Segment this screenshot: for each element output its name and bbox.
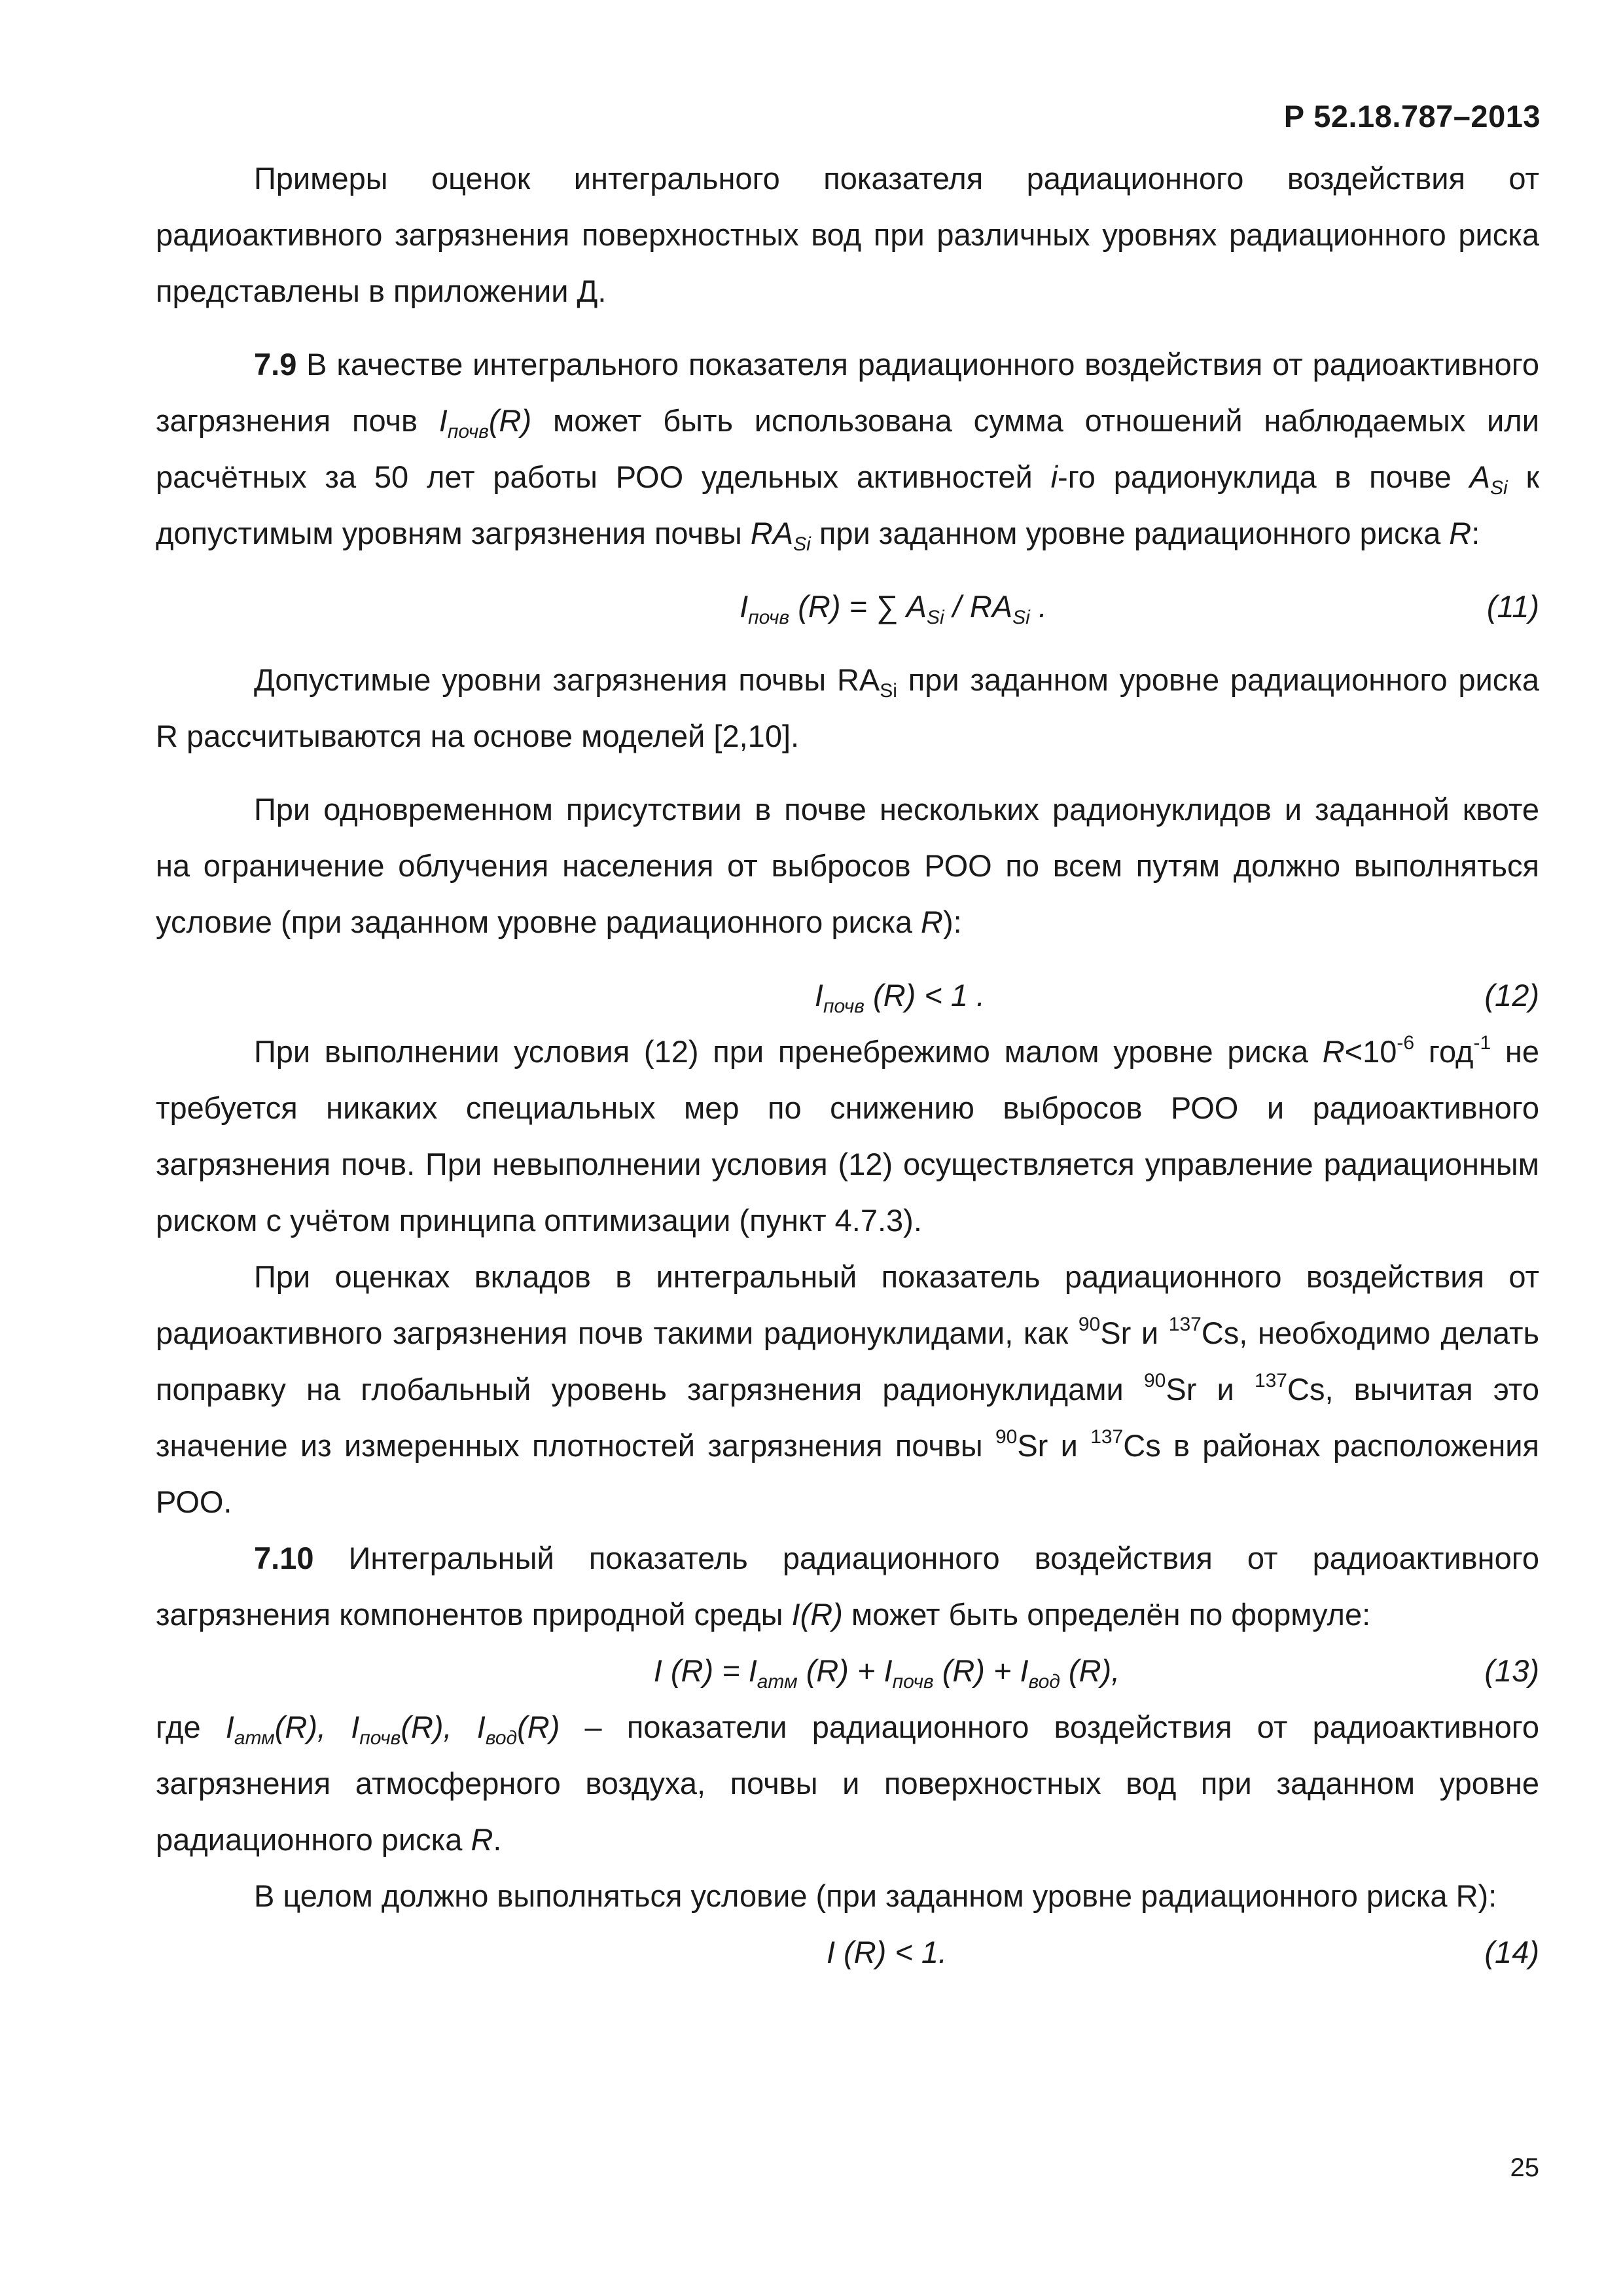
paragraph-condition-12: При выполнении условия (12) при пренебрежимо малом уровне риска $R<10^{-6}$ год$^{-1}$ не требуется никаких специальных мер по снижению выбросов РОО и радиоактивного загрязнения почв. При невыполнении условия (12) осуществляется управление радиационным риском с учётом принципа оптимизации (пункт 4.7.3). [156, 1032, 1540, 1238]
paragraph-where-definitions: где $I_{атм}(R)$, $I_{почв}(R)$, $I_{вод}(R)$ – показатели радиационного воздействия от радиоактивного загрязнения атмосферного воздуха, почвы и поверхностных вод при заданном уровне радиационного риска R. [156, 1710, 1539, 1857]
formula-11 [156, 579, 1539, 635]
document-body [156, 151, 1539, 1981]
formula-12 [156, 967, 1539, 1024]
paragraph-multiple-radionuclides: При одновременном присутствии в почве нескольких радионуклидов и заданной квоте на ограничение облучения населения от выбросов РОО по всем путям должно выполняться условие (при заданном уровне радиационного риска R): [156, 792, 1539, 939]
formula-14-number: (14) [1484, 1935, 1539, 1969]
paragraph-section-7-9: 7.9 В качестве интегрального показателя радиационного воздействия от радиоактивного загрязнения почв $I_{почв}(R)$ может быть использована сумма отношений наблюдаемых или расчётных за 50 лет работы РОО удельных активностей i-го радионуклида в почве $A_{Si}$ к допустимым уровням загрязнения почвы $RA_{Si}$ при заданном уровне радиационного риска R: [156, 347, 1540, 555]
paragraph-permissible-levels: Допустимые уровни загрязнения почвы $RA_{Si}$ при заданном уровне радиационного риска R рассчитываются на основе моделей [2,10]. [156, 662, 1539, 753]
formula-13-number: (13) [1484, 1653, 1539, 1688]
formula-11-number: (11) [1486, 589, 1539, 624]
formula-14-expression: I (R) < 1. [826, 1935, 948, 1969]
paragraph-overall-condition: В целом должно выполняться условие (при заданном уровне радиационного риска R): [254, 1878, 1497, 1913]
paragraph-appendix-reference: Примеры оценок интегрального показателя радиационного воздействия от радиоактивного загрязнения поверхностных вод при различных уровнях радиационного риска представлены в приложении Д. [156, 161, 1539, 308]
formula-13-expression: I $(R) = I_{атм}$ $(R) + I_{почв}$ $(R) + I_{вод}$ (R), [653, 1653, 1120, 1693]
section-number: 7.10 [254, 1541, 314, 1575]
formula-11-expression: $I_{почв}$ (R) = ∑ $A_{Si} / RA_{Si}$ . [740, 589, 1047, 628]
formula-12-expression: $I_{почв}$ (R) < 1 . [814, 978, 986, 1017]
document-code: Р 52.18.787–2013 [1283, 99, 1541, 134]
paragraph-global-correction: При оценках вкладов в интегральный показатель радиационного воздействия от радиоактивного загрязнения почв такими радионуклидами, как $^{90}$Sr и $^{137}$Cs, необходимо делать поправку на глобальный уровень загрязнения радионуклидами $^{90}$Sr и $^{137}$Cs, вычитая это значение из измеренных плотностей загрязнения почвы $^{90}$Sr и $^{137}$Cs в районах расположения РОО. [156, 1259, 1540, 1519]
formula-14 [156, 1924, 1539, 1981]
formula-13 [156, 1643, 1539, 1699]
section-number: 7.9 [254, 347, 297, 382]
page-number: 25 [1510, 2153, 1539, 2182]
paragraph-section-7-10: 7.10 Интегральный показатель радиационного воздействия от радиоактивного загрязнения компонентов природной среды I(R) может быть определён по формуле: [156, 1541, 1539, 1632]
formula-12-number: (12) [1484, 978, 1539, 1013]
